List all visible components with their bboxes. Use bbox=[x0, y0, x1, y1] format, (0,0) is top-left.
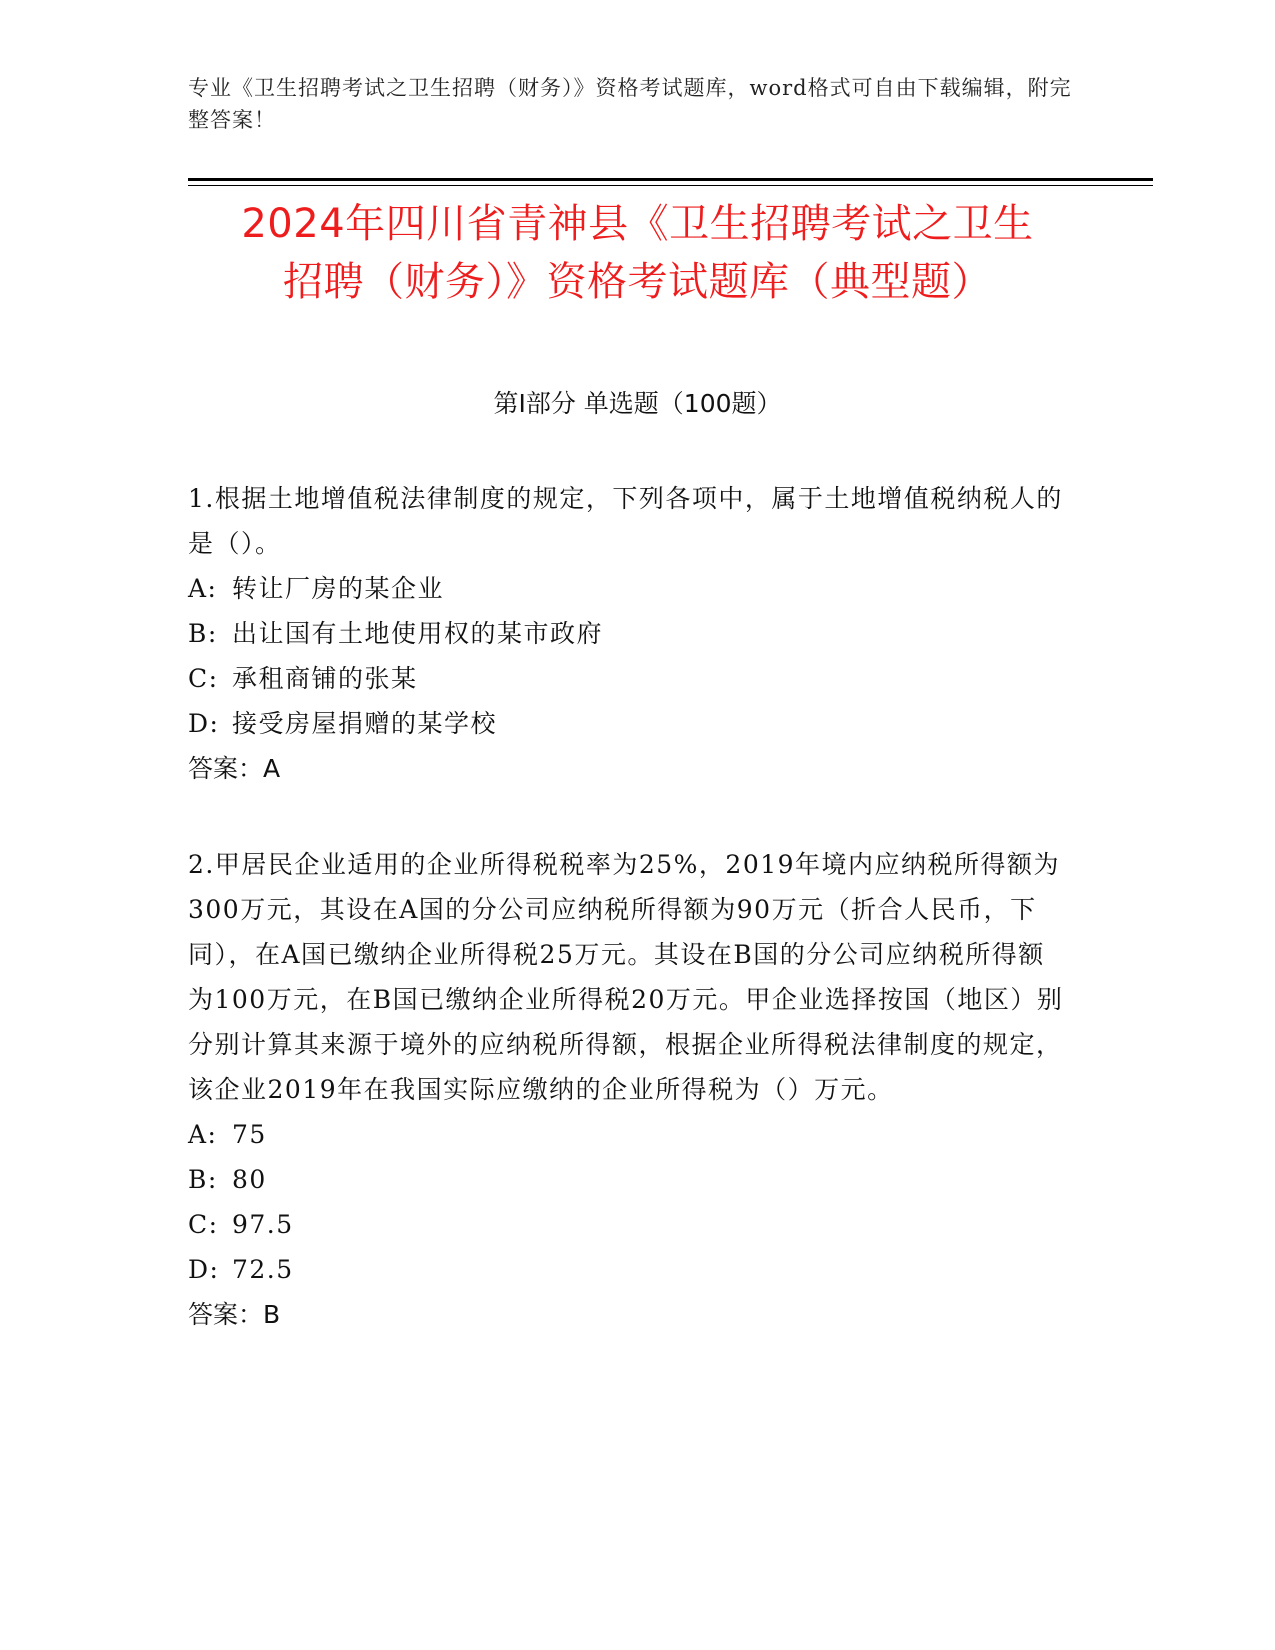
option-d bbox=[188, 1247, 1068, 1292]
option-text: 80 bbox=[232, 1165, 267, 1194]
option-text: 72.5 bbox=[232, 1255, 294, 1284]
document-title-line-2: 招聘（财务）》资格考试题库（典型题） bbox=[283, 259, 992, 305]
option-label: B: bbox=[188, 1165, 218, 1194]
option-label: A: bbox=[188, 574, 218, 603]
answer: 答案：A bbox=[188, 754, 281, 783]
option-label: C: bbox=[188, 664, 219, 693]
question-1 bbox=[188, 476, 1068, 791]
option-label: D: bbox=[188, 709, 220, 738]
option-label: A: bbox=[188, 1120, 218, 1149]
section-title: 第Ⅰ部分 单选题（100题） bbox=[493, 389, 782, 418]
answer: 答案：B bbox=[188, 1300, 281, 1329]
header-rule-thin bbox=[188, 185, 1153, 186]
option-c bbox=[188, 656, 1068, 701]
question-stem: 2.甲居民企业适用的企业所得税税率为25%，2019年境内应纳税所得额为300万元，其设在A国的分公司应纳税所得额为90万元（折合人民币，下同），在A国已缴纳企业所得税25万元。其设在B国的分公司应纳税所得额为100万元，在B国已缴纳企业所得税20万元。甲企业选择按国（地区）别分别计算其来源于境外的应纳税所得额，根据企业所得税法律制度的规定，该企业2019年在我国实际应缴纳的企业所得税为（）万元。 bbox=[188, 850, 1064, 1104]
option-a bbox=[188, 1112, 1068, 1157]
question-stem: 1.根据土地增值税法律制度的规定，下列各项中，属于土地增值税纳税人的是（）。 bbox=[188, 484, 1063, 558]
question-2 bbox=[188, 842, 1068, 1337]
document-title-line-1: 2024年四川省青神县《卫生招聘考试之卫生 bbox=[241, 201, 1034, 247]
header-note: 专业《卫生招聘考试之卫生招聘（财务）》资格考试题库，word格式可自由下载编辑，附完整答案！ bbox=[188, 76, 1072, 132]
document-title bbox=[150, 195, 1125, 311]
header-rule-thick bbox=[188, 178, 1153, 181]
option-text: 75 bbox=[232, 1120, 267, 1149]
option-text: 接受房屋捐赠的某学校 bbox=[232, 709, 498, 738]
option-b bbox=[188, 611, 1068, 656]
option-text: 承租商铺的张某 bbox=[232, 664, 418, 693]
option-c bbox=[188, 1202, 1068, 1247]
option-label: C: bbox=[188, 1210, 219, 1239]
option-text: 出让国有土地使用权的某市政府 bbox=[232, 619, 604, 648]
option-label: B: bbox=[188, 619, 218, 648]
option-label: D: bbox=[188, 1255, 220, 1284]
option-a bbox=[188, 566, 1068, 611]
option-text: 97.5 bbox=[232, 1210, 294, 1239]
option-d bbox=[188, 701, 1068, 746]
option-text: 转让厂房的某企业 bbox=[232, 574, 445, 603]
option-b bbox=[188, 1157, 1068, 1202]
